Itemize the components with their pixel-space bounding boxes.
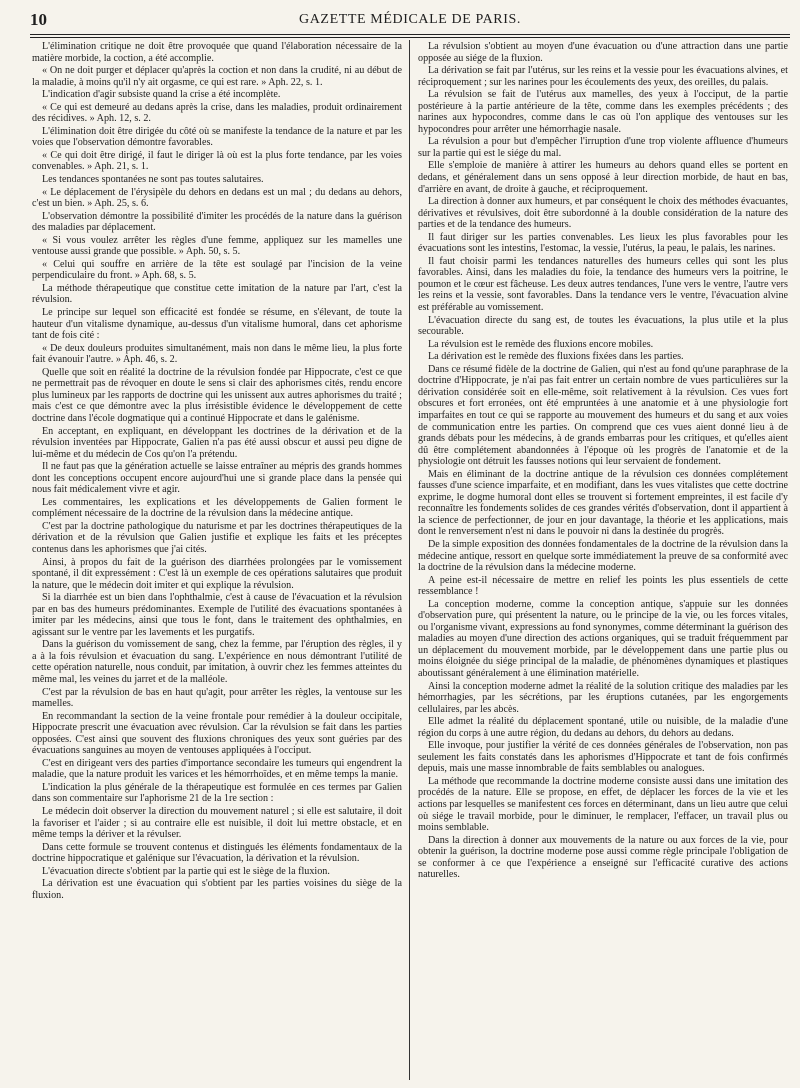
- paragraph: Elle admet la réalité du déplacement spontané, utile ou nuisible, de la maladie d'une région du corps à une autre région, du dedans au dehors, du dehors au dedans.: [418, 716, 788, 739]
- paragraph: La conception moderne, comme la conception antique, s'appuie sur les données d'observation pure, qui présentent la nature, ou le principe de la vie, ou les forces vitales, ou l'organisme vivant, expressions au fond synonymes, comme déterminant la guérison des maladies au moyen d'une direction des actions organiques, qui se traduit fréquemment par un déplacement du mouvement morbide, par le développement dans une partie plus ou moins éloignée du siége principal de la maladie, de phénomènes dynamiques et plastiques aboutissant généralement à une élimination matérielle.: [418, 598, 788, 679]
- paragraph: Mais en éliminant de la doctrine antique de la révulsion ces données complétement fausses d'une science imparfaite, et en modifiant, dans les vues vitalistes que cette doctrine exprime, le dogme humoral dont elles se trouvent si fortement empreintes, il est facile d'y reconnaître les fondements solides de ces grandes vérités d'observation, dont il appartient à la science de perfectionner, de jour en jour davantage, la théorie et les applications, mais dont le renversement n'est ni dans le pouvoir ni dans la destinée du progrès.: [418, 468, 788, 538]
- paragraph: L'indication la plus générale de la thérapeutique est formulée en ces termes par Galien dans son commentaire sur l'aphorisme 21 de la 1re section :: [32, 781, 402, 805]
- paragraph: Elle s'emploie de manière à attirer les humeurs au dehors quand elles se portent en dedans, et généralement dans un sens opposé à leur direction morbide, de haut en bas, d'arrière en avant, de droite à gauche, et réciproquement.: [418, 160, 788, 195]
- paragraph: La méthode que recommande la doctrine moderne consiste aussi dans une imitation des procédés de la nature. Elle se propose, en effet, de déplacer les forces de la vie et les actions par lesquelles se manifestent ces forces en déterminant, dans un lieu autre que celui où siége le travail morbide, pour le diminuer, le remplacer, l'effacer, un travail plus ou moins semblable.: [418, 775, 788, 834]
- paragraph: « Si vous voulez arrêter les règles d'une femme, appliquez sur les mamelles une ventouse aussi grande que possible. » Aph. 50, s. 5.: [32, 234, 402, 258]
- paragraph: « Ce qui est demeuré au dedans après la crise, dans les maladies, produit ordinairement des récidives. » Aph. 12, s. 2.: [32, 101, 402, 125]
- paragraph: Quelle que soit en réalité la doctrine de la révulsion fondée par Hippocrate, c'est ce que ne permettrait pas de révoquer en doute le sens si clair des aphorismes cités, rendu encore plus lumineux par les rapports de doctrine qui les unissent aux autres aphorismes du traité ; mais c'est ce que démontre avec la plus irrésistible évidence le développement de cette doctrine dans l'école dogmatique qui a continué Hippocrate et dans le galénisme.: [32, 366, 402, 424]
- paragraph: Dans la guérison du vomissement de sang, chez la femme, par l'éruption des règles, il y a à la fois révulsion et évacuation du sang. L'expérience en nous démontrant l'utilité de cette opération naturelle, nous conduit, par imitation, à ouvrir chez les femmes atteintes du même mal, les veines du jarret et de la malléole.: [32, 639, 402, 685]
- header-rule: [30, 34, 790, 35]
- paragraph: Il faut choisir parmi les tendances naturelles des humeurs celles qui sont les plus favorables. Ainsi, dans les maladies du foie, la tendance des humeurs vers la poitrine, le poumon et le cœur est fâcheuse. Les deux autres tendances, l'une vers le ventre, l'autre vers les reins et la vessie, sont favorables. Dans la tendance vers le ventre, l'évacuation alvine est préférable au vomissement.: [418, 255, 788, 314]
- paragraph: L'élimination doit être dirigée du côté où se manifeste la tendance de la nature et par les voies que l'observation démontre favorables.: [32, 125, 402, 149]
- paragraph: L'évacuation directe du sang est, de toutes les évacuations, la plus utile et la plus secourable.: [418, 314, 788, 338]
- journal-title: GAZETTE MÉDICALE DE PARIS.: [299, 12, 521, 27]
- left-column: [32, 41, 402, 1081]
- paragraph: L'élimination critique ne doit être provoquée que quand l'élaboration nécessaire de la matière morbide, la coction, a été accomplie.: [32, 41, 402, 64]
- paragraph: En acceptant, en expliquant, en développant les doctrines de la dérivation et de la révulsion inventées par Hippocrate, Galien n'a pas été aussi obscur et aussi peu digne de lui-même et du médecin de Cos qu'on l'a prétendu.: [32, 425, 402, 460]
- paragraph: La dérivation est le remède des fluxions fixées dans les parties.: [428, 351, 684, 363]
- paragraph: En recommandant la section de la veine frontale pour remédier à la douleur occipitale, Hippocrate prescrit une évacuation avec révulsion. Car la révulsion se fait dans les parties opposées. C'est ainsi que souvent des fluxions chroniques des yeux sont guéries par des évacuations sanguines au moyen de ventouses appliquées à l'occiput.: [32, 710, 402, 757]
- paragraph: « Le déplacement de l'érysipèle du dehors en dedans est un mal ; du dedans au dehors, c'est un bien. » Aph. 25, s. 6.: [32, 186, 402, 210]
- paragraph: Il ne faut pas que la génération actuelle se laisse entraîner au mépris des grands hommes dont les conceptions occupent encore aujourd'hui une si grande place dans la pensée qui nous fait médicalement vivre et agir.: [32, 461, 402, 496]
- paragraph: C'est par la doctrine pathologique du naturisme et par les doctrines thérapeutiques de la dérivation et de la révulsion que Galien justifie et explique les faits et les préceptes contenus dans les aphorismes que j'ai cités.: [32, 520, 402, 555]
- header-rule-double: [30, 37, 790, 38]
- paragraph: C'est par la révulsion de bas en haut qu'agit, pour arrêter les règles, la ventouse sur les mamelles.: [32, 686, 402, 710]
- paragraph: Dans la direction à donner aux mouvements de la nature ou aux forces de la vie, pour obtenir la guérison, la doctrine moderne pose aussi comme règle principale l'obligation de se conformer à ce que l'expérience a enseigné sur l'efficacité curative des actions naturelles.: [418, 834, 788, 881]
- paragraph: C'est en dirigeant vers des parties d'importance secondaire les tumeurs qui engendrent la maladie, que la nature produit les varices et les hémorrhoïdes, et en même temps la manie.: [32, 757, 402, 781]
- column-divider: [409, 40, 410, 1080]
- paragraph: « Ce qui doit être dirigé, il faut le diriger là où est la plus forte tendance, par les voies convenables. » Aph. 21, s. 1.: [32, 149, 402, 173]
- paragraph: « De deux douleurs produites simultanément, mais non dans le même lieu, la plus forte fait évanouir l'autre. » Aph. 46, s. 2.: [32, 342, 402, 366]
- paragraph: De la simple exposition des données fondamentales de la doctrine de la révulsion dans la médecine antique, ressort en quelque sorte immédiatement la preuve de sa conformité avec la doctrine de la révulsion dans la médecine moderne.: [418, 538, 788, 574]
- paragraph: La direction à donner aux humeurs, et par conséquent le choix des méthodes évacuantes, dérivatives et révulsives, doit être subordonné à la double considération de la nature des parties et de la tendance des humeurs.: [418, 196, 788, 231]
- paragraph: « Celui qui souffre en arrière de la tête est soulagé par l'incision de la veine perpendiculaire du front. » Aph. 68, s. 5.: [32, 258, 402, 282]
- paragraph: Les tendances spontanées ne sont pas toutes salutaires.: [42, 174, 264, 186]
- right-column: [418, 41, 788, 1081]
- paragraph: Ainsi, à propos du fait de la guérison des diarrhées prolongées par le vomissement spontané, il dit expressément : C'est là un exemple de ces opérations salutaires que produit la nature, que le médecin doit imiter et qui explique la révulsion.: [32, 556, 402, 591]
- paragraph: A peine est-il nécessaire de mettre en relief les points les plus essentiels de cette ressemblance !: [418, 574, 788, 598]
- paragraph: La méthode thérapeutique que constitue cette imitation de la nature par l'art, c'est la révulsion.: [32, 282, 402, 306]
- paragraph: La dérivation est une évacuation qui s'obtient par les parties voisines du siège de la fluxion.: [32, 878, 402, 901]
- paragraph: La dérivation se fait par l'utérus, sur les reins et la vessie pour les évacuations alvines, et réciproquement ; sur les narines pour les écoulements des yeux, des oreilles, du palais.: [418, 65, 788, 88]
- paragraph: Elle invoque, pour justifier la vérité de ces données générales de l'observation, non pas seulement les faits constatés dans les aphorismes d'Hippocrate et tant de fois confirmés depuis, mais une masse innombrable de faits semblables ou analogues.: [418, 740, 788, 775]
- paragraph: L'observation démontre la possibilité d'imiter les procédés de la nature dans la guérison des maladies par déplacement.: [32, 210, 402, 234]
- paragraph: La révulsion se fait de l'utérus aux mamelles, des yeux à l'occiput, de la partie postérieure à la partie antérieure de la tête, comme dans les exemples précédents ; des narines aux hypocondres, comme dans le cas où l'on applique des ventouses sur les hypocondres pour arrêter une hémorrhagie nasale.: [418, 89, 788, 135]
- page-header: [30, 10, 790, 34]
- paragraph: Les commentaires, les explications et les développements de Galien forment le complément nécessaire de la doctrine de la révulsion dans la médecine antique.: [32, 496, 402, 520]
- paragraph: L'évacuation directe s'obtient par la partie qui est le siège de la fluxion.: [42, 865, 330, 877]
- paragraph: La révulsion s'obtient au moyen d'une évacuation ou d'une attraction dans une partie opposée au siége de la fluxion.: [418, 41, 788, 64]
- paragraph: Le médecin doit observer la direction du mouvement naturel ; si elle est salutaire, il doit la favoriser et l'aider ; si au contraire elle est nuisible, il doit lui mettre obstacle, et en même temps la dériver et la révulser.: [32, 806, 402, 841]
- paragraph: Dans ce résumé fidèle de la doctrine de Galien, qui n'est au fond qu'une paraphrase de la doctrine d'Hippocrate, je n'ai pas fait entrer un certain nombre de vues particulières sur la dérivation considérée soit en elle-même, soit relativement à la révulsion. Ces vues fort obscures et fort erronées, ont été empruntées à une anatomie et à une physiologie fort imparfaites en tout ce qui se rapporte au mouvement des humeurs et du sang et aux voies de communication entre les parties. On comprend que ces vues aient donné lieu à de grands débats pour les médecins, à de grands embarras pour les critiques, et qu'elles aient dû être complétement abandonnées à l'époque où les progrès de l'anatomie et de la physiologie ont détruit les fausses notions qui leur servaient de fondement.: [418, 363, 788, 468]
- paragraph: « On ne doit purger et déplacer qu'après la coction et non dans la crudité, ni au début de la maladie, à moins qu'il n'y ait orgasme, ce qui est rare. » Aph. 22, s. 1.: [32, 65, 402, 88]
- paragraph: La révulsion a pour but d'empêcher l'irruption d'une trop violente affluence d'humeurs sur la partie qui est le siége du mal.: [418, 136, 788, 159]
- page-number: 10: [30, 10, 47, 29]
- paragraph: Si la diarrhée est un bien dans l'ophthalmie, c'est à cause de l'évacuation et la révulsion par en bas des humeurs prédominantes. Exemple de l'utilité des évacuations spontanées à imiter par les médecins, ainsi que tous le font, dans le traitement des ophthalmies, en agissant sur le ventre par les lavements et les purgatifs.: [32, 592, 402, 638]
- paragraph: Dans cette formule se trouvent contenus et distingués les éléments fondamentaux de la doctrine hippocratique et galénique sur l'évacuation, la dérivation et la révulsion.: [32, 841, 402, 865]
- paragraph: Le principe sur lequel son efficacité est fondée se résume, en s'élevant, de toute la hauteur d'un vitalisme dynamique, au-dessus d'un vitalisme humoral, dans cet aphorisme tant de fois cité :: [32, 307, 402, 342]
- paragraph: L'indication d'agir subsiste quand la crise a été incomplète.: [42, 89, 281, 101]
- paragraph: Ainsi la conception moderne admet la réalité de la solution critique des maladies par les hémorrhagies, par les sécrétions, par les éruptions cutanées, par les engorgements cellulaires, par les abcès.: [418, 680, 788, 715]
- paragraph: Il faut diriger sur les parties convenables. Les lieux les plus favorables pour les évacuations sont les intestins, l'estomac, la vessie, l'utérus, la peau, le palais, les narines.: [418, 231, 788, 255]
- paragraph: La révulsion est le remède des fluxions encore mobiles.: [428, 338, 654, 350]
